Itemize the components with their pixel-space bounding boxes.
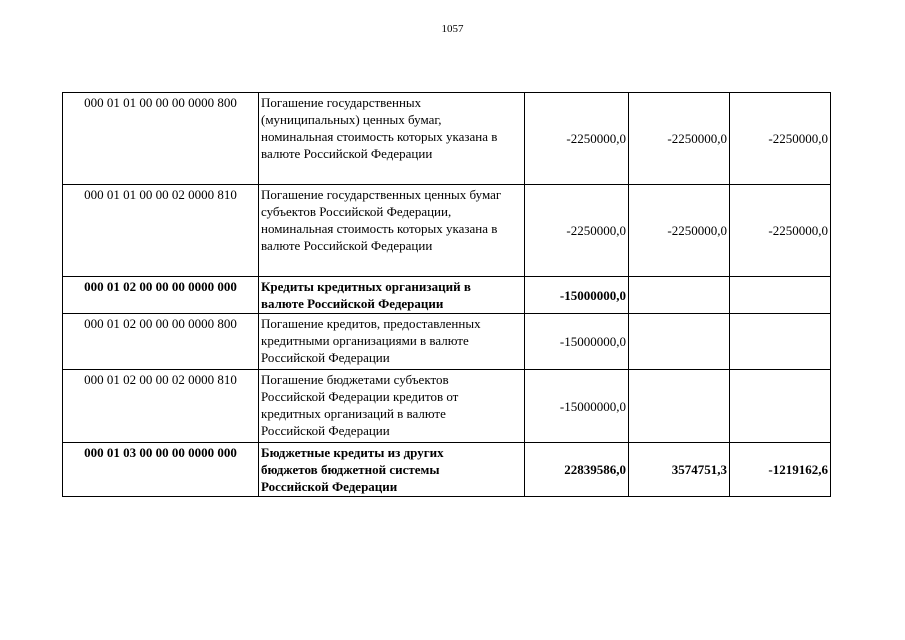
budget-sources-table <box>62 92 831 497</box>
row-value-1: -2250000,0 <box>525 185 629 277</box>
row-name-line: бюджетов бюджетной системы <box>261 462 440 477</box>
row-value-2 <box>629 314 730 370</box>
row-name <box>259 314 525 370</box>
page-number: 1057 <box>441 23 464 35</box>
row-name-line: Российской Федерации кредитов от <box>261 389 459 404</box>
row-name <box>259 277 525 314</box>
row-name-line: Российской Федерации <box>261 350 390 365</box>
row-name-line: Погашение государственных <box>261 95 422 110</box>
row-value-3 <box>730 314 831 370</box>
table-row <box>63 277 831 314</box>
row-value-2 <box>629 277 730 314</box>
table-row <box>63 93 831 185</box>
row-value-1: -2250000,0 <box>525 93 629 185</box>
row-name-line: Российской Федерации <box>261 423 390 438</box>
row-name <box>259 370 525 443</box>
row-name-line: номинальная стоимость которых указана в <box>261 129 498 144</box>
row-value-1: -15000000,0 <box>525 314 629 370</box>
row-code: 000 01 03 00 00 00 0000 000 <box>63 443 259 497</box>
row-name <box>259 185 525 277</box>
row-name-line: кредитных организаций в валюте <box>261 406 446 421</box>
row-name-line: Погашение государственных ценных бумаг <box>261 187 502 202</box>
table-row <box>63 185 831 277</box>
row-value-3 <box>730 370 831 443</box>
row-code: 000 01 02 00 00 02 0000 810 <box>63 370 259 443</box>
row-value-2 <box>629 370 730 443</box>
table-row <box>63 370 831 443</box>
row-code: 000 01 02 00 00 00 0000 800 <box>63 314 259 370</box>
row-name-line: субъектов Российской Федерации, <box>261 204 452 219</box>
row-code: 000 01 01 00 00 00 0000 800 <box>63 93 259 185</box>
row-value-3: -1219162,6 <box>730 443 831 497</box>
row-name-line: валюте Российской Федерации <box>261 238 433 253</box>
row-name-line: Кредиты кредитных организаций в <box>261 279 471 294</box>
row-name-line: Погашение кредитов, предоставленных <box>261 316 481 331</box>
row-value-3: -2250000,0 <box>730 185 831 277</box>
row-value-1: -15000000,0 <box>525 277 629 314</box>
table-row <box>63 314 831 370</box>
row-name-line: кредитными организациями в валюте <box>261 333 469 348</box>
row-value-2: 3574751,3 <box>629 443 730 497</box>
row-name <box>259 443 525 497</box>
row-value-2: -2250000,0 <box>629 185 730 277</box>
row-value-3 <box>730 277 831 314</box>
row-name-line: Погашение бюджетами субъектов <box>261 372 449 387</box>
row-code: 000 01 02 00 00 00 0000 000 <box>63 277 259 314</box>
row-value-3: -2250000,0 <box>730 93 831 185</box>
row-name <box>259 93 525 185</box>
row-value-1: -15000000,0 <box>525 370 629 443</box>
row-value-1: 22839586,0 <box>525 443 629 497</box>
row-name-line: Российской Федерации <box>261 479 398 494</box>
table-row <box>63 443 831 497</box>
row-name-line: номинальная стоимость которых указана в <box>261 221 498 236</box>
row-name-line: Бюджетные кредиты из других <box>261 445 444 460</box>
row-name-line: валюте Российской Федерации <box>261 146 433 161</box>
row-value-2: -2250000,0 <box>629 93 730 185</box>
row-name-line: (муниципальных) ценных бумаг, <box>261 112 442 127</box>
row-name-line: валюте Российской Федерации <box>261 296 444 311</box>
row-code: 000 01 01 00 00 02 0000 810 <box>63 185 259 277</box>
